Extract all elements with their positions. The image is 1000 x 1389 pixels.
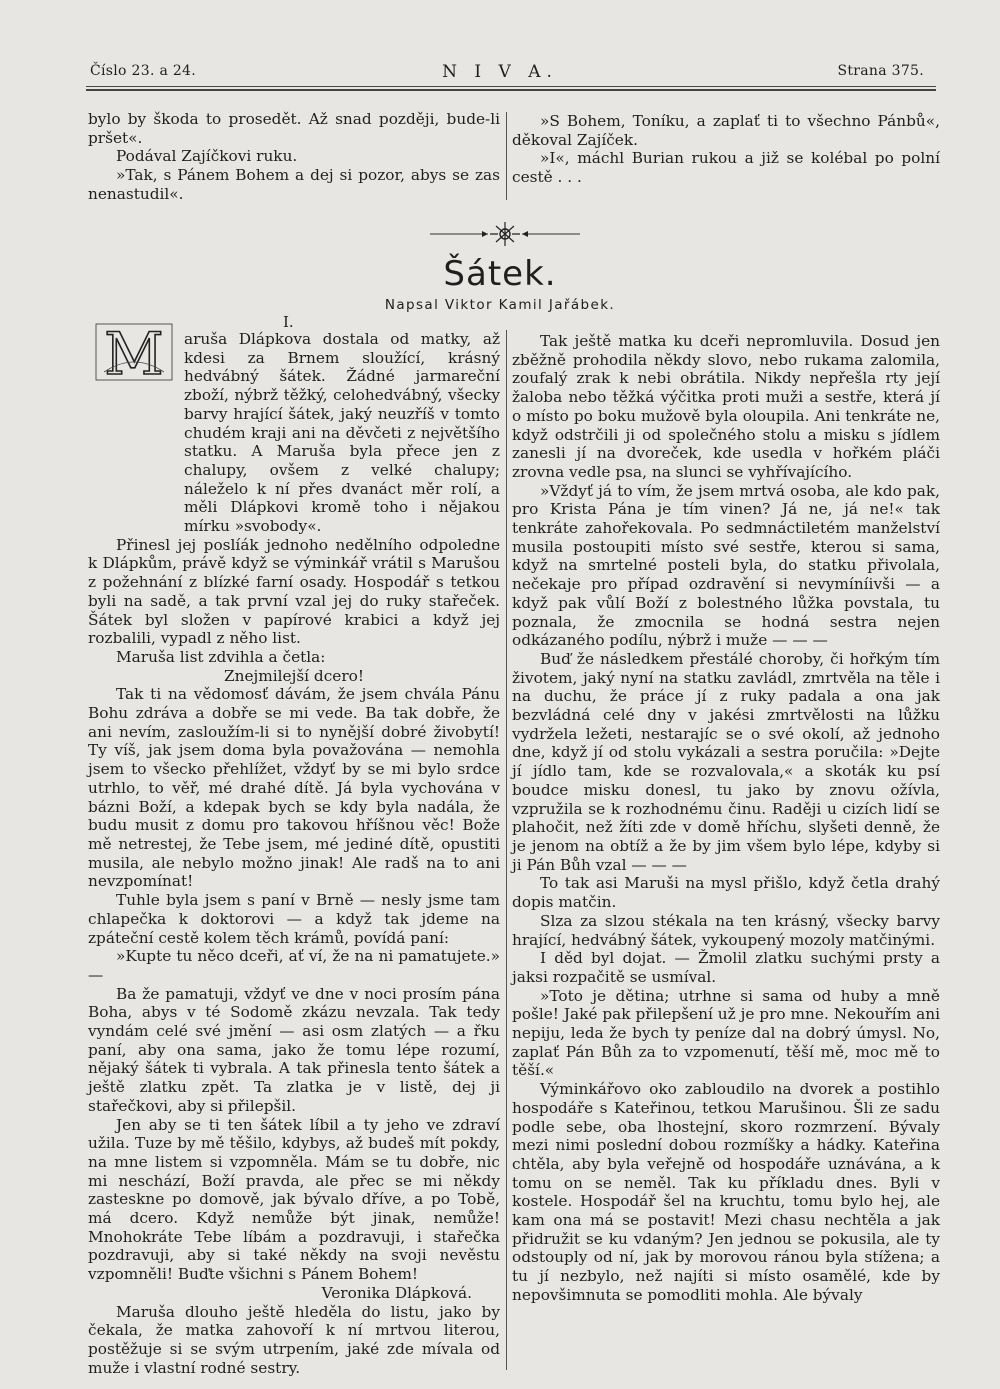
top-left-text	[88, 110, 500, 204]
initial-letter: M	[104, 322, 164, 382]
story-title: Šátek.	[443, 254, 557, 294]
paragraph: Slza za slzou stékala na ten krásný, všecky barvy hrající, hedvábný šátek, vykoupený mozoly matčinými.	[512, 911, 940, 949]
right-column	[512, 332, 940, 1305]
section-number: I.	[283, 313, 294, 331]
paragraph: bylo by škoda to prosedět. Až snad později, bude-li pršet«.	[88, 110, 500, 147]
page-number: Strana 375.	[837, 63, 924, 79]
header-rule	[86, 86, 936, 87]
issue-number: Číslo 23. a 24.	[90, 63, 197, 79]
paragraph: Jen aby se ti ten šátek líbil a ty jeho ve zdraví užila. Tuze by mě těšilo, kdybys, až budeš mít pokdy, na mne listem si vzpomněla. Mám se tu dobře, nic mi neschází, Boží pravda, ale přec se mi někdy zasteskne po domově, jak bývalo dříve, a po Tobě, má dcero. Když nemůže být jinak, nemůže! Mnohokráte Tebe líbám a pozdravuji, i stařečka pozdravuji, aby si také někdy na svoji nevěstu vzpomněli! Buďte všichni s Pánem Bohem!	[88, 1115, 500, 1284]
paragraph: To tak asi Maruši na mysl přišlo, když četla drahý dopis matčin.	[512, 874, 940, 912]
column-divider-top	[506, 112, 507, 200]
ornament-divider	[430, 222, 580, 246]
paragraph: »Toto je dětina; utrhne si sama od huby a mně pošle! Jaké pak přilepšení už je pro mne. Nekouřím ani nepiju, leda že bych ty peníze dal na dobrý úmysl. No, zaplať Pán Bůh za to vzpomenutí, těší mě, moc mě to těší.«	[512, 986, 940, 1080]
paragraph: Maruša dlouho ještě hleděla do listu, jako by čekala, že matka zahovoří k ní mrtvou literou, postěžuje si se svým utrpením, jaké zde mívala od muže i vlastní rodné sestry.	[88, 1302, 500, 1377]
paragraph: Výminkářovo oko zabloudilo na dvorek a postihlo hospodáře s Kateřinou, tetkou Marušinou. Šli ze sadu podle sebe, oba lhostejní, skoro rozmrzení. Bývaly mezi nimi poslední dobou rozmíšky a hádky. Kateřina chtěla, aby byla veřejně od hospodáře uznávána, a k tomu on se neměl. Tak ku příkladu dnes. Byli v kostele. Hospodář šel na kruchtu, tomu bylo hej, ale kam ona má se postavit! Mezi chasu nechtěla a jak přidružit se ku vdaným? Jen jednou se pokusila, ale ty odstouply od ní, jak by morovou ránou byla stížena; a tu jí nezbylo, než najíti si místo osamělé, kde by nepovšimnuta se pomodliti mohla. Ale bývaly	[512, 1080, 940, 1304]
paragraph: I děd byl dojat. — Žmolil zlatku suchými prsty a jaksi rozpačitě se usmíval.	[512, 949, 940, 986]
paragraph: Tak ještě matka ku dceři nepromluvila. Dosud jen zběžně prohodila někdy slovo, nebo rukama zalomila, zoufalý zrak k nebi obrátila. Nikdy nepřešla rty její žaloba nebo těžká výčitka proti muži a sestře, která jí o místo po boku mužově byla oloupila. Ani tenkráte ne, když odstrčili ji od společného stolu a misku s jídlem zanesli jí na dvoreček, kde usedla v hořkém pláči zrovna vedle psa, na slunci se vyhřívajícího.	[512, 332, 940, 481]
paragraph: »Vždyť já to vím, že jsem mrtvá osoba, ale kdo pak, pro Krista Pána je tím vinen? Já ne, já ne!« tak tenkráte zahořekovala. Po sedmnáctiletém manželství musila postoupiti místo své sestře, kterou si sama, když na smrtelné posteli byla, do statku přivolala, nečekaje pro případ ozdravění si nevymíníivši — a když pak vůlí Boží z bolestného lůžka povstala, tu poznala, že zmocnila se hodná sestra nejen odkázaného podílu, nýbrž i muže — — —	[512, 481, 940, 650]
paragraph: »Tak, s Pánem Bohem a dej si pozor, abys se zas nenastudil«.	[88, 166, 500, 203]
paragraph: Tak ti na vědomosť dávám, že jsem chvála Pánu Bohu zdráva a dobře se mi vede. Ba tak dobře, že ani nevím, zasloužím-li si to nynější dobré živobytí! Ty víš, jak jsem doma byla považována — nemohla jsem to všecko přehlížet, vždyť by se mi bylo srdce utrhlo, to věř, mé drahé dítě. Já byla vychována v bázni Boží, a kdepak bych se kdy byla nadála, že budu musit z domu pro takovou hříšnou věc! Bože mě netrestej, že Tebe jsem, mé jediné dítě, opustiti musila, ale nebylo možno jinak! Ale radš na to ani nevzpomínat!	[88, 685, 500, 891]
paragraph: »Kupte tu něco dceři, ať ví, že na ni pamatujete.» —	[88, 947, 500, 984]
journal-title: N I V A.	[442, 62, 558, 82]
paragraph: Ba že pamatuji, vždyť ve dne v noci prosím pána Boha, abys v té Sodomě zkázu nevzala. Tak tedy vyndám celé své jmění — asi osm zlatých — a řku paní, aby ona sama, jako že tomu lépe rozumí, nějaký šátek ti vybrala. A tak přinesla tento šátek a ještě zlatku zpět. Ta zlatka je v listě, dej ji stařečkovi, aby si přilepšil.	[88, 984, 500, 1115]
paragraph: Podával Zajíčkovi ruku.	[116, 147, 298, 166]
paragraph: aruša Dlápkova dostala od matky, až kdesi za Brnem sloužící, krásný hedvábný šátek. Žádné jarmareční zboží, nýbrž těžký, celohedvábný, všecky barvy hrající šátek, jaký neuzříš v tomto chudém kraji ani na děvčeti z největšího statku. A Maruša byla přece jen z chalupy, ovšem z velké chalupy; náleželo k ní přes dvanáct měr rolí, a měli Dlápkovi kromě toho i nějakou mírku »svobody«.	[184, 330, 500, 536]
top-right-text	[512, 112, 940, 187]
letter-signature: Veronika Dlápková.	[321, 1283, 472, 1302]
paragraph: Buď že následkem přestálé choroby, či hořkým tím životem, jaký nyní na statku zavládl, zmrtvěla na těle i na duchu, že práce jí z ruky padala a ona jak bezvládná celé dny v jakési zmrtvělosti na lůžku vydržela ležeti, nestarajíc se o své okolí, až jednoho dne, když jí od stolu vykázali a sestra poručila: »Dejte jí jídlo tam, kde se rozvalovala,« a skoták ku psí boudce misku donesl, tu jako by znovu ožívla, vzpružila se k rozhodnému činu. Raději u cizích lidí se plahočit, než žíti zde v domě hříchu, slyšeti denně, že je jenom na obtíž a že by jim všem bylo lépe, kdyby si ji Pán Bůh vzal — — —	[512, 649, 940, 874]
header-rule-thick	[86, 89, 936, 91]
paragraph: Tuhle byla jsem s paní v Brně — nesly jsme tam chlapečka k doktorovi — a když tak jdeme na zpáteční cestě kolem těch krámů, povídá paní:	[88, 891, 500, 947]
paragraph: »S Bohem, Toníku, a zaplať ti to všechno Pánbů«, děkoval Zajíček.	[512, 112, 940, 149]
paragraph: »I«, máchl Burian rukou a již se kolébal po polní cestě . . .	[512, 149, 940, 187]
letter-salutation: Znejmilejší dcero!	[223, 666, 365, 685]
column-divider	[506, 330, 507, 1370]
story-byline: Napsal Viktor Kamil Jařábek.	[384, 297, 616, 313]
paragraph: Přinesl jej poslíák jednoho nedělního odpoledne k Dlápkům, právě když se výminkář vrátil s Marušou z požehnání z blízké farní osady. Hospodář s tetkou byli na sadě, a tak první vzal jej do ruky stařeček. Šátek byl složen v papírové krabici a když jej rozbalili, vypadl z něho list.	[88, 535, 500, 648]
paragraph: Maruša list zdvihla a četla:	[116, 647, 326, 666]
left-column	[88, 330, 500, 1377]
